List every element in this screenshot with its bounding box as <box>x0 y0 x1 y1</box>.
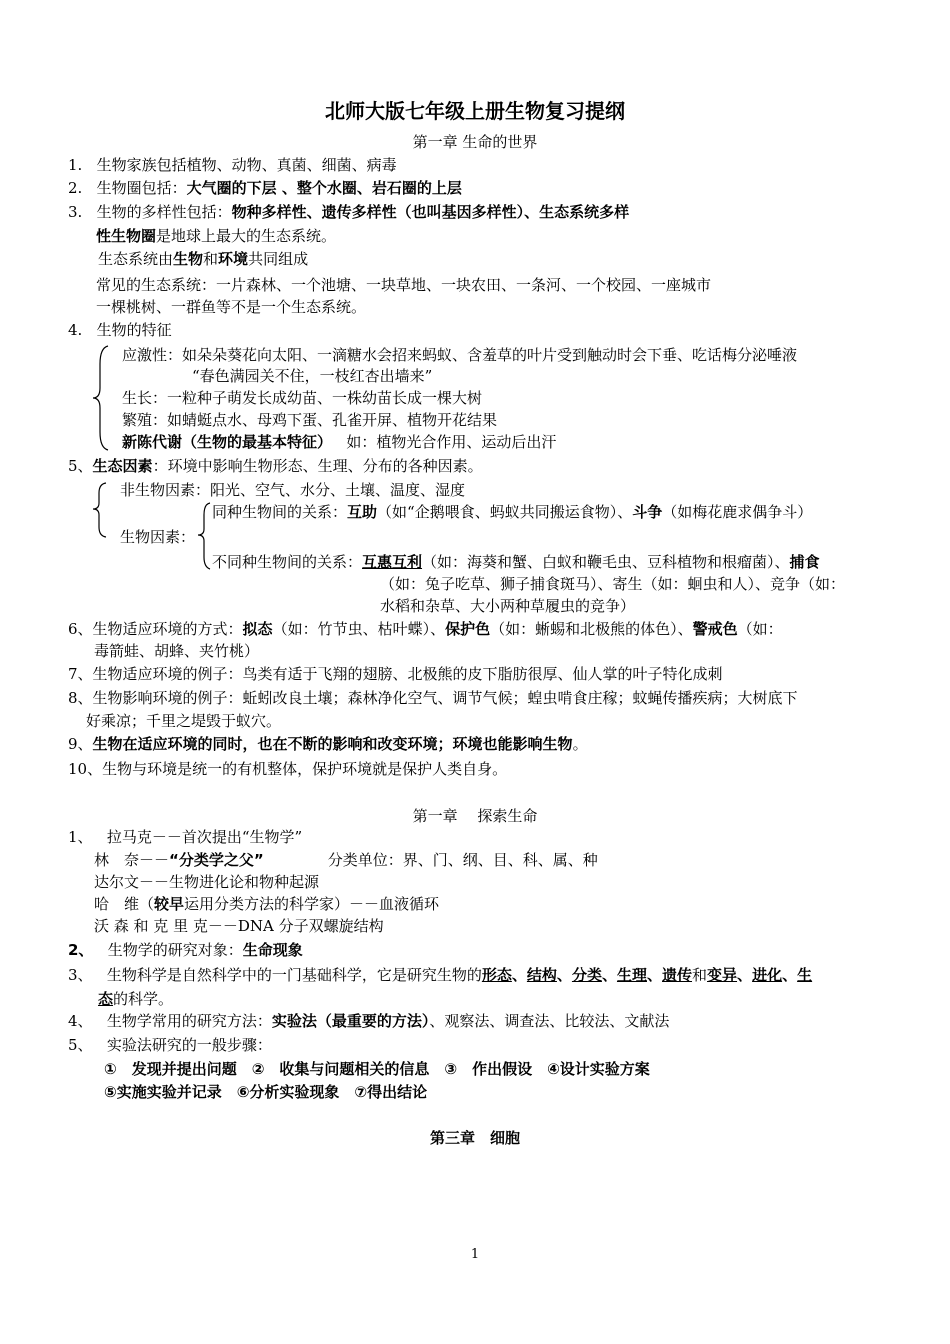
item-emphasis: 环境 <box>218 250 249 268</box>
chapter-3-heading: 第三章 细胞 <box>429 1129 520 1147</box>
item-text: 6、生物适应环境的方式： <box>68 620 243 638</box>
ch1-item-3-ecosystem <box>98 248 308 270</box>
ch1-item-6-cont: 毒箭蛙、胡蜂、夹竹桃） <box>94 642 260 660</box>
same-species-relations <box>212 501 812 523</box>
ch1-item-3 <box>68 201 629 223</box>
item-text: 共同组成 <box>248 250 309 268</box>
item-emphasis: 保护色 <box>445 620 491 638</box>
item-text: 不同种生物间的关系： <box>212 553 363 571</box>
interspecies-relations-cont: （如：兔子吃草、狮子捕食斑马）、寄生（如：蛔虫和人）、竞争（如： <box>380 575 846 593</box>
item-text: （如：蜥蜴和北极熊的体色）、 <box>490 620 693 638</box>
item-number: 4. <box>68 321 83 339</box>
item-emphasis: 大气圈的下层 、整个水圈、岩石圈的上层 <box>186 179 462 197</box>
ch2-item-1 <box>68 826 302 848</box>
page-number: 1 <box>470 1247 480 1262</box>
item-text: 、 <box>737 966 753 984</box>
item-text: 的科学。 <box>113 990 174 1008</box>
item-number: 5、 <box>68 457 93 475</box>
experiment-steps-row-2: ⑤实施实验并记录 ⑥分析实验现象 ⑦得出结论 <box>104 1083 428 1101</box>
item-emphasis: 互助 <box>347 503 378 521</box>
ch2-item-5 <box>68 1034 272 1056</box>
item-number: 3、 <box>68 966 93 984</box>
item-emphasis: 性生物圈 <box>96 227 157 245</box>
item-number: 5、 <box>68 1036 93 1054</box>
item-emphasis: 拟态 <box>242 620 273 638</box>
abiotic-factors: 非生物因素：阳光、空气、水分、土壤、温度、湿度 <box>120 481 466 499</box>
item-emphasis: 变异 <box>707 966 738 984</box>
item-text: 、 <box>646 966 662 984</box>
item-text: 和 <box>203 250 219 268</box>
item-emphasis: 生态因素 <box>92 457 153 475</box>
feature-metabolism <box>122 431 556 453</box>
ch2-item-3 <box>68 964 812 986</box>
ch1-item-10: 10、生物与环境是统一的有机整体，保护环境就是保护人类自身。 <box>68 760 508 778</box>
ch1-not-ecosystem: 一棵桃树、一群鱼等不是一个生态系统。 <box>96 298 367 316</box>
ch2-scientist-darwin: 达尔文－－生物进化论和物种起源 <box>94 873 320 891</box>
feature-irritability: 应激性：如朵朵葵花向太阳、一滴糖水会招来蚂蚁、含羞草的叶片受到触动时会下垂、吃话梅分泌唾液 <box>122 346 798 364</box>
feature-irritability-example: “春色满园关不住，一枝红杏出墙来” <box>192 367 433 385</box>
item-text: 和 <box>692 966 708 984</box>
item-text: 生物圈包括： <box>96 179 187 197</box>
item-number: 2. <box>68 179 83 197</box>
feature-growth: 生长：一粒种子萌发长成幼苗、一株幼苗长成一棵大树 <box>122 389 483 407</box>
item-number: 9、 <box>68 735 93 753</box>
item-emphasis: 斗争 <box>632 503 663 521</box>
item-text: 生物学常用的研究方法： <box>106 1012 272 1030</box>
item-text: 、观察法、调查法、比较法、文献法 <box>429 1012 670 1030</box>
item-emphasis: 形态 <box>481 966 512 984</box>
ch2-scientist-harvey <box>94 893 439 915</box>
item-text: （如梅花鹿求偶争斗） <box>662 503 813 521</box>
item-text: 分类单位：界、门、纲、目、科、属、种 <box>327 851 598 869</box>
item-emphasis: 警戒色 <box>692 620 738 638</box>
chapter-2-heading: 第一章 探索生命 <box>412 807 538 825</box>
item-emphasis: 分类 <box>571 966 602 984</box>
item-emphasis: 实验法（最重要的方法） <box>271 1012 430 1030</box>
ch2-item-3-cont <box>98 988 173 1010</box>
item-emphasis: 遗传 <box>662 966 693 984</box>
ch1-item-1 <box>68 154 397 176</box>
item-text: 生态系统由 <box>98 250 174 268</box>
item-text: 同种生物间的关系： <box>212 503 348 521</box>
item-text: 、 <box>556 966 572 984</box>
item-text: （如：海葵和蟹、白蚁和鞭毛虫、豆科植物和根瘤菌）、 <box>422 553 790 571</box>
item-text: 哈 维（ <box>94 895 155 913</box>
item-text: ：环境中影响生物形态、生理、分布的各种因素。 <box>152 457 483 475</box>
ch1-item-2 <box>68 177 462 199</box>
item-text: 生物的特征 <box>96 321 172 339</box>
ch1-item-5 <box>68 455 483 477</box>
item-emphasis: 较早 <box>154 895 185 913</box>
item-number: 4、 <box>68 1012 93 1030</box>
item-text: 是地球上最大的生态系统。 <box>156 227 337 245</box>
feature-reproduction: 繁殖：如蜻蜓点水、母鸡下蛋、孔雀开屏、植物开花结果 <box>122 411 498 429</box>
ch1-item-7: 7、生物适应环境的例子：鸟类有适于飞翔的翅膀、北极熊的皮下脂肪很厚、仙人掌的叶子特化成刺 <box>68 665 723 683</box>
interspecies-relations <box>212 551 820 573</box>
item-text: 。 <box>572 735 588 753</box>
item-number: 1、 <box>68 828 93 846</box>
item-number: 2、 <box>68 941 94 959</box>
item-text: （如“企鹅喂食、蚂蚁共同搬运食物）、 <box>377 503 633 521</box>
ch2-item-2 <box>68 939 303 961</box>
biotic-factors: 生物因素： <box>120 528 196 546</box>
item-text: （如：竹节虫、枯叶蝶）、 <box>272 620 446 638</box>
item-emphasis: 互惠互利 <box>362 553 423 571</box>
item-emphasis: 生命现象 <box>242 941 303 959</box>
item-emphasis: 物种多样性、遗传多样性（也叫基因多样性）、生态系统多样 <box>231 203 630 221</box>
item-emphasis: 态 <box>98 990 114 1008</box>
item-number: 3. <box>68 203 83 221</box>
item-emphasis: 生 <box>797 966 813 984</box>
item-emphasis: “分类学之父” <box>169 851 264 869</box>
ch1-item-8-cont: 好乘凉；千里之堤毁于蚁穴。 <box>86 712 282 730</box>
item-emphasis: （生物的最基本特征） <box>182 433 333 451</box>
item-text: 、 <box>511 966 527 984</box>
ch1-item-6 <box>68 618 783 640</box>
interspecies-relations-cont-2: 水稻和杂草、大小两种草履虫的竞争） <box>380 597 636 615</box>
item-emphasis: 生物 <box>173 250 204 268</box>
item-text: 拉马克－－首次提出“生物学” <box>106 828 303 846</box>
experiment-steps-row-1: ① 发现并提出问题 ② 收集与问题相关的信息 ③ 作出假设 ④设计实验方案 <box>104 1060 650 1078</box>
item-emphasis: 生理 <box>616 966 647 984</box>
item-text: 生物学的研究对象： <box>107 941 243 959</box>
item-text: 生物科学是自然科学中的一门基础科学，它是研究生物的 <box>106 966 482 984</box>
ch2-item-4 <box>68 1010 669 1032</box>
ch1-common-ecosystems: 常见的生态系统：一片森林、一个池塘、一块草地、一块农田、一条河、一个校园、一座城市 <box>96 276 712 294</box>
factor-brace <box>90 481 112 541</box>
item-text: 实验法研究的一般步骤： <box>106 1036 272 1054</box>
ch2-scientist-watson-crick: 沃 森 和 克 里 克－－DNA 分子双螺旋结构 <box>94 917 384 935</box>
item-text: 如：植物光合作用、运动后出汗 <box>346 433 557 451</box>
ch1-item-3-cont <box>96 225 336 247</box>
item-text: 运用分类方法的科学家）－－血液循环 <box>184 895 440 913</box>
item-number: 1. <box>68 156 83 174</box>
feature-brace <box>90 344 112 452</box>
document-title: 北师大版七年级上册生物复习提纲 <box>325 99 625 123</box>
item-text: 、 <box>782 966 798 984</box>
ch1-item-8: 8、生物影响环境的例子：蚯蚓改良土壤；森林净化空气、调节气候；蝗虫啃食庄稼；蚊蝇传播疾病；大树底下 <box>68 689 798 707</box>
item-text: （如： <box>737 620 783 638</box>
item-text: 林 奈－－ <box>94 851 170 869</box>
item-emphasis: 新陈代谢 <box>122 433 183 451</box>
ch2-scientist-linnaeus <box>94 849 598 871</box>
ch1-item-9 <box>68 733 588 755</box>
item-emphasis: 捕食 <box>789 553 820 571</box>
ch1-item-4 <box>68 319 172 341</box>
item-text: 生物的多样性包括： <box>96 203 232 221</box>
chapter-1-heading: 第一章 生命的世界 <box>412 133 538 151</box>
item-emphasis: 生物在适应环境的同时，也在不断的影响和改变环境；环境也能影响生物 <box>92 735 573 753</box>
item-emphasis: 结构 <box>526 966 557 984</box>
item-text: 、 <box>601 966 617 984</box>
item-emphasis: 进化 <box>752 966 783 984</box>
item-text: 生物家族包括植物、动物、真菌、细菌、病毒 <box>96 156 397 174</box>
